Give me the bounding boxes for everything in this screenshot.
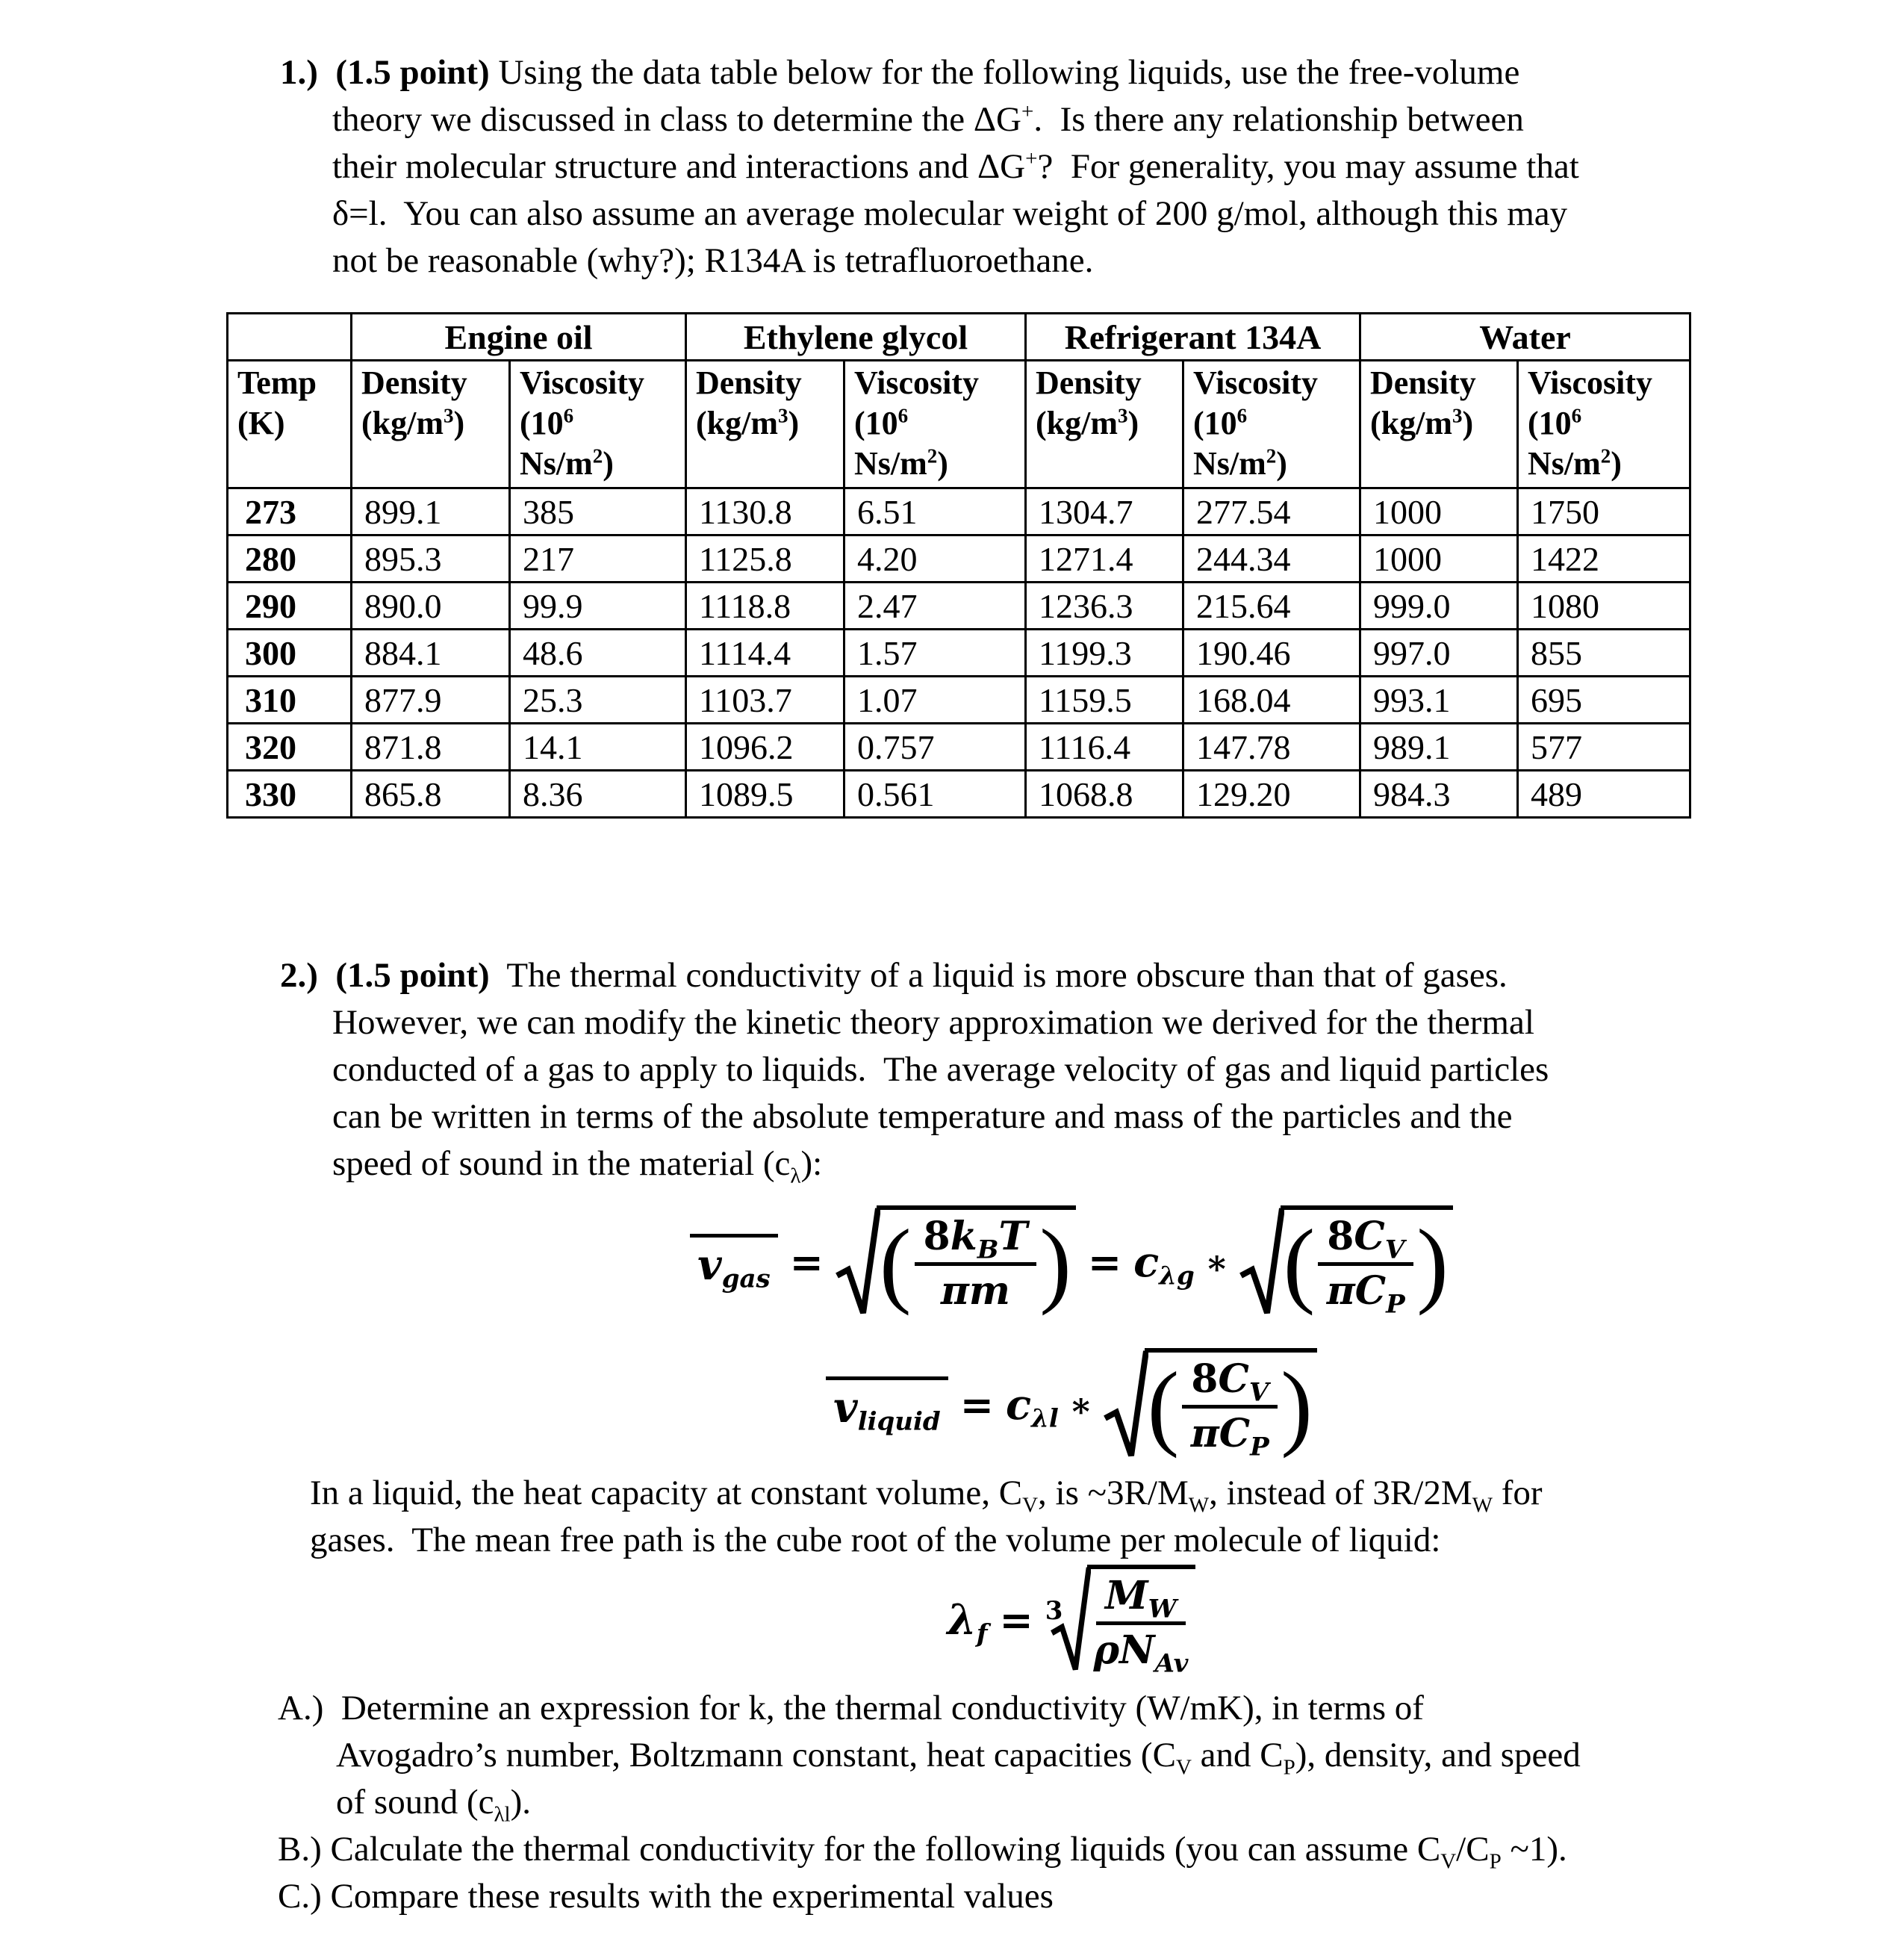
subscript: V bbox=[1248, 1376, 1269, 1407]
text: (10 bbox=[854, 405, 898, 441]
text-line bbox=[280, 49, 1579, 96]
text: /C bbox=[1456, 1830, 1490, 1869]
text-line bbox=[278, 1779, 1581, 1826]
numerator bbox=[915, 1213, 1037, 1266]
viscosity-header bbox=[1183, 361, 1360, 488]
equals-sign: = bbox=[999, 1595, 1033, 1644]
liquids-data-table bbox=[226, 312, 1691, 819]
table-cell: 48.6 bbox=[510, 630, 686, 677]
text: Avogadro’s number, Boltzmann constant, heat capacities (C bbox=[336, 1736, 1176, 1775]
superscript: 3 bbox=[778, 404, 788, 427]
table-cell: 984.3 bbox=[1360, 771, 1518, 818]
table-cell: 695 bbox=[1518, 677, 1690, 724]
var-piC: πC bbox=[1326, 1267, 1387, 1314]
equals-sign: = bbox=[1087, 1238, 1122, 1286]
subscript: W bbox=[1472, 1493, 1493, 1518]
table-row bbox=[228, 583, 1690, 630]
denominator bbox=[1190, 1409, 1269, 1462]
table-cell: 1199.3 bbox=[1026, 630, 1183, 677]
text: Density bbox=[361, 364, 467, 401]
text: ) bbox=[453, 405, 465, 441]
problem-1 bbox=[280, 49, 1579, 285]
text: can be written in terms of the absolute temperature and mass of the particles and the bbox=[332, 1097, 1513, 1136]
text: (kg/m bbox=[1036, 405, 1118, 441]
table-cell: 1000 bbox=[1360, 488, 1518, 535]
text: , is ~3R/M bbox=[1038, 1474, 1189, 1512]
group-header-water: Water bbox=[1360, 314, 1690, 361]
table-cell: 1125.8 bbox=[686, 535, 844, 583]
table-row bbox=[228, 630, 1690, 677]
var-M: M bbox=[1105, 1572, 1148, 1618]
superscript: 3 bbox=[444, 404, 454, 427]
text: gases. The mean free path is the cube root of the volume per molecule of liquid: bbox=[310, 1521, 1441, 1559]
problem-2-points: (1.5 point) bbox=[335, 956, 490, 995]
text: 8 bbox=[1327, 1213, 1354, 1259]
left-paren: ( bbox=[1283, 1210, 1316, 1316]
radical-icon bbox=[1104, 1348, 1148, 1462]
subscript: λg bbox=[1159, 1260, 1195, 1291]
table-cell: 1750 bbox=[1518, 488, 1690, 535]
text: ) bbox=[603, 445, 614, 482]
superscript: 2 bbox=[927, 444, 938, 468]
density-header bbox=[352, 361, 510, 488]
superscript: 2 bbox=[1600, 444, 1611, 468]
overline-v-gas bbox=[690, 1234, 778, 1294]
denominator bbox=[941, 1266, 1010, 1314]
superscript: 6 bbox=[563, 404, 574, 427]
var-c: c bbox=[1133, 1237, 1160, 1287]
table-cell: 14.1 bbox=[510, 724, 686, 771]
square-root bbox=[1239, 1205, 1453, 1319]
subscript: V bbox=[1175, 1755, 1192, 1780]
problem-1-number: 1.) bbox=[280, 53, 336, 92]
table-cell: 217 bbox=[510, 535, 686, 583]
table-cell-temp: 280 bbox=[228, 535, 352, 583]
text: not be reasonable (why?); R134A is tetrafluoroethane. bbox=[332, 241, 1094, 280]
table-cell: 899.1 bbox=[352, 488, 510, 535]
var-c: c bbox=[1005, 1379, 1032, 1429]
table-cell: 129.20 bbox=[1183, 771, 1360, 818]
text-line bbox=[280, 1140, 1549, 1187]
subscript: Av bbox=[1154, 1648, 1189, 1678]
viscosity-header bbox=[510, 361, 686, 488]
table-cell-temp: 310 bbox=[228, 677, 352, 724]
table-cell: 1422 bbox=[1518, 535, 1690, 583]
text-line bbox=[280, 190, 1579, 237]
var-k: k bbox=[950, 1213, 977, 1259]
table-cell: 993.1 bbox=[1360, 677, 1518, 724]
equals-sign: = bbox=[959, 1380, 994, 1429]
fraction bbox=[1093, 1572, 1189, 1678]
var-v: v bbox=[697, 1241, 722, 1290]
text-line bbox=[278, 1685, 1581, 1732]
numerator bbox=[1182, 1356, 1278, 1409]
table-cell: 489 bbox=[1518, 771, 1690, 818]
left-paren: ( bbox=[1147, 1353, 1180, 1459]
table-cell: 884.1 bbox=[352, 630, 510, 677]
table-cell: 865.8 bbox=[352, 771, 510, 818]
text: 8 bbox=[923, 1213, 951, 1259]
text: ) bbox=[937, 445, 948, 482]
subscript: λl bbox=[1031, 1403, 1059, 1433]
var-lambda: λ bbox=[947, 1595, 977, 1645]
text: of sound (c bbox=[336, 1783, 494, 1822]
var-C: C bbox=[1218, 1356, 1249, 1402]
asterisk-operator: ∗ bbox=[1204, 1241, 1229, 1282]
table-cell: 2.47 bbox=[844, 583, 1026, 630]
table-cell: 4.20 bbox=[844, 535, 1026, 583]
text: (10 bbox=[520, 405, 564, 441]
radicand bbox=[1145, 1348, 1317, 1462]
group-header-refrigerant-134a: Refrigerant 134A bbox=[1026, 314, 1360, 361]
text-line bbox=[278, 1873, 1054, 1920]
subscript: B bbox=[977, 1234, 999, 1264]
subscript: λ bbox=[790, 1164, 801, 1188]
text: conducted of a gas to apply to liquids. The average velocity of gas and liquid particles bbox=[332, 1050, 1549, 1089]
text: However, we can modify the kinetic theory approximation we derived for the thermal bbox=[332, 1003, 1534, 1042]
table-cell: 577 bbox=[1518, 724, 1690, 771]
table-cell: 877.9 bbox=[352, 677, 510, 724]
square-root bbox=[836, 1205, 1076, 1319]
table-cell: 999.0 bbox=[1360, 583, 1518, 630]
numerator bbox=[1318, 1213, 1413, 1266]
text: Viscosity bbox=[1528, 364, 1653, 401]
radicand bbox=[877, 1205, 1076, 1314]
table-cell: 989.1 bbox=[1360, 724, 1518, 771]
table-cell: 1068.8 bbox=[1026, 771, 1183, 818]
text: , instead of 3R/2M bbox=[1209, 1474, 1472, 1512]
table-cell: 25.3 bbox=[510, 677, 686, 724]
subscript: P bbox=[1250, 1431, 1269, 1462]
denominator bbox=[1326, 1266, 1405, 1319]
text: ) bbox=[1611, 445, 1622, 482]
superscript: + bbox=[1021, 99, 1034, 124]
part-a bbox=[278, 1685, 1581, 1826]
table-cell: 1000 bbox=[1360, 535, 1518, 583]
overline-v-liquid bbox=[826, 1376, 948, 1437]
table-cell: 895.3 bbox=[352, 535, 510, 583]
cube-root-index: 3 bbox=[1045, 1595, 1063, 1626]
text: and C bbox=[1191, 1736, 1284, 1775]
text: 8 bbox=[1191, 1356, 1219, 1402]
table-cell: 1271.4 bbox=[1026, 535, 1183, 583]
text: speed of sound in the material (c bbox=[332, 1144, 791, 1183]
text-line bbox=[280, 952, 1549, 999]
text: ) bbox=[1127, 405, 1139, 441]
cube-root bbox=[1051, 1565, 1195, 1678]
subscript: P bbox=[1489, 1849, 1502, 1874]
part-c bbox=[278, 1873, 1054, 1920]
part-c-label: C.) bbox=[278, 1877, 322, 1916]
text-line bbox=[278, 1732, 1581, 1779]
equation-v-gas bbox=[280, 1189, 1773, 1335]
table-cell: 1103.7 bbox=[686, 677, 844, 724]
text: In a liquid, the heat capacity at constant volume, C bbox=[310, 1474, 1023, 1512]
var-piC: πC bbox=[1190, 1410, 1251, 1456]
left-paren: ( bbox=[879, 1210, 912, 1316]
subscript: W bbox=[1148, 1593, 1177, 1624]
table-cell: 8.36 bbox=[510, 771, 686, 818]
subscript: V bbox=[1440, 1849, 1457, 1874]
text: ), density, and speed bbox=[1295, 1736, 1581, 1775]
problem-2-number: 2.) bbox=[280, 956, 336, 995]
var-v: v bbox=[833, 1383, 858, 1432]
text: ) bbox=[788, 405, 800, 441]
table-cell: 1089.5 bbox=[686, 771, 844, 818]
text: ): bbox=[800, 1144, 823, 1183]
radicand bbox=[1087, 1565, 1195, 1678]
text-line bbox=[280, 999, 1549, 1046]
text-line bbox=[310, 1517, 1543, 1564]
text-line bbox=[310, 1470, 1543, 1517]
subscript: V bbox=[1384, 1234, 1405, 1264]
subscript: f bbox=[976, 1618, 988, 1648]
text: Ns/m bbox=[1193, 445, 1266, 482]
text: ). bbox=[510, 1783, 531, 1822]
table-cell: 1.07 bbox=[844, 677, 1026, 724]
table-group-row bbox=[228, 314, 1690, 361]
right-paren: ) bbox=[1281, 1353, 1313, 1459]
table-cell: 168.04 bbox=[1183, 677, 1360, 724]
equals-sign: = bbox=[789, 1238, 824, 1286]
var-pim: πm bbox=[940, 1267, 1010, 1314]
text: Determine an expression for k, the thermal conductivity (W/mK), in terms of bbox=[323, 1689, 1424, 1727]
table-cell: 1114.4 bbox=[686, 630, 844, 677]
table-cell: 0.561 bbox=[844, 771, 1026, 818]
radical-icon bbox=[1239, 1205, 1284, 1319]
subscript: V bbox=[1022, 1493, 1039, 1518]
table-cell: 871.8 bbox=[352, 724, 510, 771]
table-cell: 0.757 bbox=[844, 724, 1026, 771]
text: Calculate the thermal conductivity for the following liquids (you can assume C bbox=[321, 1830, 1441, 1869]
text: Density bbox=[696, 364, 802, 401]
text: Viscosity bbox=[854, 364, 980, 401]
var-lambda-f bbox=[947, 1595, 988, 1648]
subscript: P bbox=[1386, 1288, 1405, 1319]
text: Viscosity bbox=[1193, 364, 1319, 401]
superscript: 2 bbox=[1266, 444, 1277, 468]
text: Using the data table below for the following liquids, use the free-volume bbox=[489, 53, 1520, 92]
text: Ns/m bbox=[854, 445, 927, 482]
equation-lambda-f bbox=[280, 1558, 1773, 1681]
table-cell: 277.54 bbox=[1183, 488, 1360, 535]
table-cell: 997.0 bbox=[1360, 630, 1518, 677]
text: ) bbox=[1462, 405, 1474, 441]
subscript: W bbox=[1188, 1493, 1210, 1518]
subscript: gas bbox=[721, 1264, 771, 1294]
text: Ns/m bbox=[520, 445, 593, 482]
table-cell: 99.9 bbox=[510, 583, 686, 630]
table-cell: 1159.5 bbox=[1026, 677, 1183, 724]
text: (kg/m bbox=[1370, 405, 1452, 441]
superscript: 3 bbox=[1118, 404, 1128, 427]
text-line bbox=[280, 1046, 1549, 1093]
table-cell-temp: 330 bbox=[228, 771, 352, 818]
text: (K) bbox=[237, 405, 285, 441]
density-header bbox=[1360, 361, 1518, 488]
data-table bbox=[226, 312, 1691, 819]
table-cell: 1236.3 bbox=[1026, 583, 1183, 630]
text: (kg/m bbox=[361, 405, 444, 441]
table-cell-temp: 273 bbox=[228, 488, 352, 535]
denominator bbox=[1093, 1625, 1189, 1678]
superscript: 6 bbox=[897, 404, 909, 427]
table-cell: 1096.2 bbox=[686, 724, 844, 771]
text: (10 bbox=[1528, 405, 1572, 441]
radicand bbox=[1281, 1205, 1453, 1319]
var-C: C bbox=[1354, 1213, 1385, 1259]
table-cell: 147.78 bbox=[1183, 724, 1360, 771]
density-header bbox=[1026, 361, 1183, 488]
table-header-row bbox=[228, 361, 1690, 488]
viscosity-header bbox=[1518, 361, 1690, 488]
part-a-label: A.) bbox=[278, 1689, 324, 1727]
var-T: T bbox=[998, 1213, 1028, 1259]
text: Viscosity bbox=[520, 364, 645, 401]
subscript: λl bbox=[494, 1802, 511, 1827]
superscript: 3 bbox=[1452, 404, 1463, 427]
var-rhoN: ρN bbox=[1093, 1627, 1155, 1673]
table-cell: 1304.7 bbox=[1026, 488, 1183, 535]
subscript: P bbox=[1283, 1755, 1295, 1780]
problem-2 bbox=[280, 952, 1549, 1187]
text: Density bbox=[1370, 364, 1476, 401]
table-row bbox=[228, 535, 1690, 583]
problem-1-points: (1.5 point) bbox=[335, 53, 490, 92]
table-cell: 244.34 bbox=[1183, 535, 1360, 583]
superscript: 6 bbox=[1236, 404, 1248, 427]
temp-header bbox=[228, 361, 352, 488]
text-line bbox=[280, 237, 1579, 285]
table-row bbox=[228, 771, 1690, 818]
text: Compare these results with the experimental values bbox=[321, 1877, 1054, 1916]
var-c-lambda-g bbox=[1133, 1237, 1195, 1291]
part-b bbox=[278, 1826, 1567, 1873]
table-row bbox=[228, 488, 1690, 535]
liquid-heat-capacity-paragraph bbox=[310, 1470, 1543, 1564]
table-cell: 6.51 bbox=[844, 488, 1026, 535]
table-cell: 1.57 bbox=[844, 630, 1026, 677]
table-cell: 385 bbox=[510, 488, 686, 535]
right-paren: ) bbox=[1039, 1210, 1071, 1316]
var-c-lambda-l bbox=[1005, 1379, 1059, 1433]
text: δ=l. You can also assume an average molecular weight of 200 g/mol, although this may bbox=[332, 194, 1568, 233]
table-row bbox=[228, 677, 1690, 724]
square-root bbox=[1104, 1348, 1317, 1462]
table-cell: 190.46 bbox=[1183, 630, 1360, 677]
text-line bbox=[280, 96, 1579, 143]
table-cell: 215.64 bbox=[1183, 583, 1360, 630]
text-line bbox=[280, 1093, 1549, 1140]
text: ~1). bbox=[1501, 1830, 1567, 1869]
table-corner-cell bbox=[228, 314, 352, 361]
group-header-engine-oil: Engine oil bbox=[352, 314, 686, 361]
text: Ns/m bbox=[1528, 445, 1601, 482]
text: ? For generality, you may assume that bbox=[1037, 147, 1579, 186]
superscript: 2 bbox=[592, 444, 603, 468]
text: their molecular structure and interactions and ΔG bbox=[332, 147, 1026, 186]
table-cell-temp: 320 bbox=[228, 724, 352, 771]
text: The thermal conductivity of a liquid is more obscure than that of gases. bbox=[489, 956, 1508, 995]
viscosity-header bbox=[844, 361, 1026, 488]
table-cell: 1080 bbox=[1518, 583, 1690, 630]
subscript: liquid bbox=[857, 1406, 941, 1437]
table-cell: 890.0 bbox=[352, 583, 510, 630]
right-paren: ) bbox=[1416, 1210, 1449, 1316]
text: Temp bbox=[237, 364, 317, 401]
equation-v-liquid bbox=[280, 1335, 1773, 1474]
superscript: + bbox=[1025, 146, 1038, 171]
text: ) bbox=[1276, 445, 1287, 482]
fraction bbox=[915, 1213, 1037, 1314]
group-header-ethylene-glycol: Ethylene glycol bbox=[686, 314, 1026, 361]
text: . Is there any relationship between bbox=[1033, 100, 1524, 139]
text-line bbox=[280, 143, 1579, 190]
table-cell: 855 bbox=[1518, 630, 1690, 677]
asterisk-operator: ∗ bbox=[1068, 1384, 1093, 1425]
table-cell: 1130.8 bbox=[686, 488, 844, 535]
text: for bbox=[1493, 1474, 1543, 1512]
table-cell-temp: 300 bbox=[228, 630, 352, 677]
text: Density bbox=[1036, 364, 1142, 401]
text: theory we discussed in class to determine the ΔG bbox=[332, 100, 1021, 139]
table-cell: 1118.8 bbox=[686, 583, 844, 630]
text-line bbox=[278, 1826, 1567, 1873]
numerator bbox=[1096, 1572, 1186, 1625]
table-row bbox=[228, 724, 1690, 771]
table-cell-temp: 290 bbox=[228, 583, 352, 630]
text: (kg/m bbox=[696, 405, 778, 441]
radical-icon bbox=[836, 1205, 880, 1319]
part-b-label: B.) bbox=[278, 1830, 322, 1869]
density-header bbox=[686, 361, 844, 488]
table-cell: 1116.4 bbox=[1026, 724, 1183, 771]
fraction bbox=[1182, 1356, 1278, 1462]
text: (10 bbox=[1193, 405, 1237, 441]
superscript: 6 bbox=[1571, 404, 1582, 427]
fraction bbox=[1318, 1213, 1413, 1319]
